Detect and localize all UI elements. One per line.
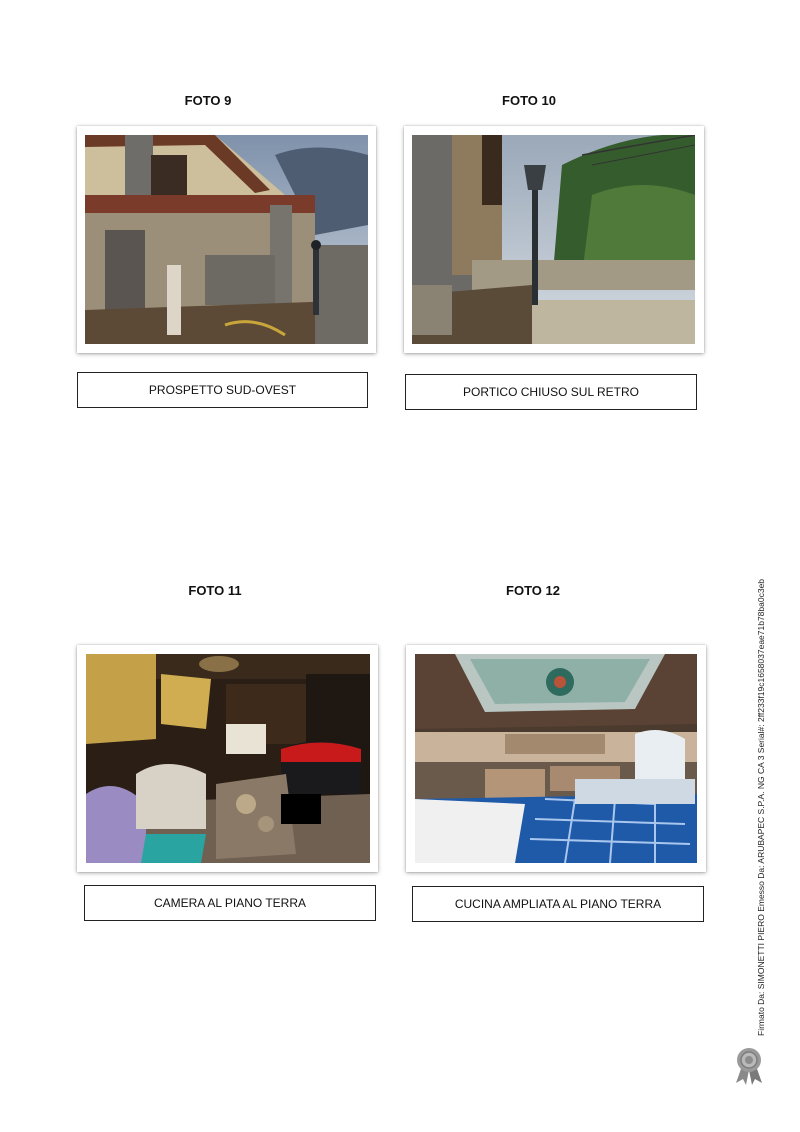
photo-caption: CAMERA AL PIANO TERRA — [84, 885, 376, 921]
photo-card — [404, 126, 704, 353]
photo-heading: FOTO 9 — [184, 93, 232, 108]
photo-rear-portico — [412, 135, 695, 344]
photo-card — [406, 645, 706, 872]
photo-caption: PROSPETTO SUD-OVEST — [77, 372, 368, 408]
photo-ground-floor-room — [86, 654, 370, 863]
photo-card — [77, 126, 376, 353]
photo-heading: FOTO 10 — [502, 93, 556, 108]
photo-expanded-kitchen — [415, 654, 697, 863]
photo-heading: FOTO 12 — [506, 583, 560, 598]
photo-card — [77, 645, 378, 872]
certification-ribbon-icon — [733, 1046, 765, 1091]
digital-signature-text: Firmato Da: SIMONETTI PIERO Emesso Da: ARUBAPEC S.P.A. NG CA 3 Serial#: 2ff233f19c1658037eae71b78ba0c3eb — [756, 578, 766, 1036]
photo-caption: PORTICO CHIUSO SUL RETRO — [405, 374, 697, 410]
photo-exterior-southwest — [85, 135, 368, 344]
photo-caption: CUCINA AMPLIATA AL PIANO TERRA — [412, 886, 704, 922]
photo-heading: FOTO 11 — [188, 583, 242, 598]
